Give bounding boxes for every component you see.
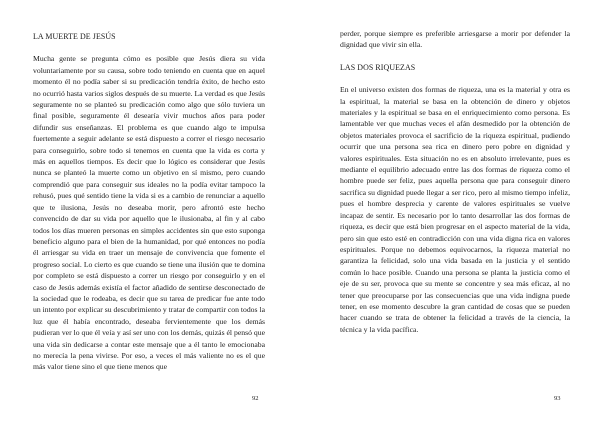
page-number-left: 92 [252,395,259,402]
chapter-heading-left: LA MUERTE DE JESÚS [33,32,116,41]
right-text-column [340,28,570,335]
body-paragraph-right: En el universo existen dos formas de riqueza, una es la material y otra es la espiritual, la material se basa en la obtención de dinero y objetos materiales y la espiritual se basa en el enriquecimiento como persona. Es lamentable ver que muchas veces el afán desmedido por la obtención de objetos materiales provoca el sacrificio de la riqueza espiritual, pudiendo ocurrir que una persona sea rica en dinero pero pobre en dignidad y valores espirituales. Esta situación no es en absoluto irrelevante, pues es mediante el equilibrio adecuado entre las dos formas de riqueza como el hombre puede ser feliz, pues aquella persona que para conseguir dinero sacrifica su dignidad puede llegar a ser rico, pero al mismo tiempo infeliz, pues el hombre desprecia y carente de valores espirituales se vuelve incapaz de sentir. Es necesario por lo tanto desarrollar las dos formas de riqueza, es decir que está bien progresar en el aspecto material de la vida, pero sin que esto esté en contradicción con una vida digna rica en valores espirituales. Porque no debemos equivocarnos, la riqueza material no garantiza la felicidad, solo una vida basada en la justicia y el sentido común lo hace posible. Cuando una persona se planta la justicia como el eje de su ser, provoca que su mente se concentre y sea más eficaz, al no tener que preocuparse por las consecuencias que una vida indigna puede tener, en ese momento descubre la gran cantidad de cosas que se pueden hacer cuando se trata de obtener la felicidad a través de la ciencia, la técnica y la vida pacífica. [340,85,570,334]
page-number-right: 93 [554,395,561,402]
body-paragraph-left: Mucha gente se pregunta cómo es posible que Jesús diera su vida voluntariamente por su causa, sobre todo teniendo en cuenta que en aquel momento él no podía saber si su predicación tendría éxito, de hecho esto no ocurrió hasta varios siglos después de su muerte. La verdad es que Jesús seguramente no se planteó su predicación como algo que sólo tuviera un final posible, seguramente él desearía vivir muchos años para poder difundir sus enseñanzas. El problema es que cuando algo te impulsa fuertemente a seguir adelante se está dispuesto a correr el riesgo necesario para conseguirlo, sobre todo si tenemos en cuenta que la vida es corta y más en aquellos tiempos. Es decir que lo lógico es considerar que Jesús nunca se planteó la muerte como un objetivo en sí mismo, pero cuando comprendió que para conseguir sus ideales no la podía evitar tampoco la rehusó, pues qué sentido tiene la vida si es a cambio de renunciar a aquello que te ilusiona, Jesús no deseaba morir, pero afrontó este hecho convencido de dar su vida por aquello que le ilusionaba, al fin y al cabo todos los días mueren personas en simples accidentes sin que esto suponga beneficio alguno para el bien de la humanidad, por qué entonces no podía él arriesgar su vida en traer un mensaje de convivencia que fomente el progreso social. Lo cierto es que cuando se tiene una ilusión que te domina por completo se está dispuesto a correr un riesgo por conseguirlo y en el caso de Jesús además existía el factor añadido de sentirse desconectado de la sociedad que le rodeaba, es decir que su tarea de predicar fue ante todo un intento por explicar su descubrimiento y tratar de compartir con todos la luz que él había encontrado, deseaba fervientemente que los demás pudieran ver lo que él veía y así ser uno con los demás, quizás él pensó que una vida sin dedicarse a contar este mensaje que a él tanto le emocionaba no merecía la pena vivirse. Por eso, a veces el más valiente no es el que más valor tiene sino el que tiene menos que [33,54,265,372]
chapter-heading-right: LAS DOS RIQUEZAS [340,62,416,72]
right-page [300,0,600,424]
left-text-column [33,31,265,373]
continuation-paragraph: perder, porque siempre es preferible arriesgarse a morir por defender la dignidad que vivir sin ella. [340,29,570,50]
